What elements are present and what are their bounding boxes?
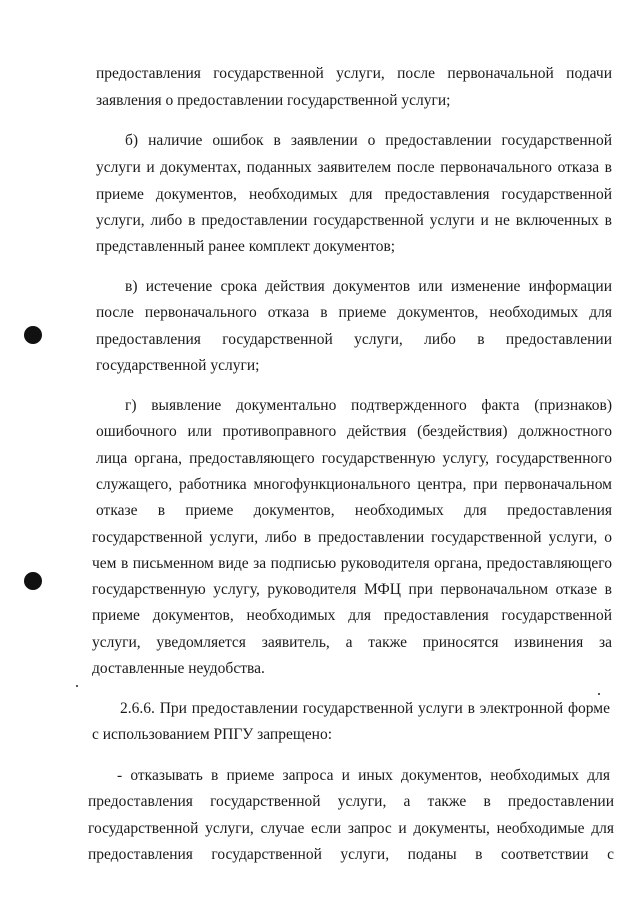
punch-hole-bottom (24, 572, 42, 590)
text-line: предоставления государственной услуги, поданы в соответствии с (88, 846, 614, 863)
text-line: заявления о предоставлении государственной услуги; (96, 92, 451, 109)
text-line: доставленные неудобства. (92, 660, 265, 677)
text-line: государственной услуги, случае если запрос и документы, необходимые для (88, 820, 614, 837)
text-line: служащего, работника многофункционального центра, при первоначальном (96, 476, 612, 493)
text-line: б) наличие ошибок в заявлении о предоставлении государственной (125, 132, 612, 149)
text-line: отказе в приеме документов, необходимых для предоставления (96, 502, 612, 519)
scan-speck (598, 693, 600, 695)
scan-speck (76, 685, 78, 687)
text-line: - отказывать в приеме запроса и иных документов, необходимых для (117, 767, 610, 784)
text-line: предоставления государственной услуги, после первоначальной подачи (96, 65, 612, 82)
text-line: представленный ранее комплект документов; (96, 238, 396, 255)
text-line: чем в письменном виде за подписью руководителя органа, предоставляющего (92, 555, 612, 572)
text-line: предоставления государственной услуги, а также в предоставлении (88, 793, 614, 810)
text-line: в) истечение срока действия документов или изменение информации (125, 278, 612, 295)
text-line: ошибочного или противоправного действия (бездействия) должностного (96, 423, 612, 440)
text-line: приеме документов, необходимых для предоставления государственной (92, 607, 612, 624)
punch-hole-top (24, 326, 42, 344)
text-line: предоставления государственной услуги, либо в предоставлении (96, 331, 612, 348)
text-line: услуги, уведомляется заявитель, а также приносятся извинения за (92, 634, 612, 651)
text-line: лица органа, предоставляющего государственную услугу, государственного (96, 450, 612, 467)
text-line: государственную услугу, руководителя МФЦ при первоначальном отказе в (92, 581, 612, 598)
text-line: с использованием РПГУ запрещено: (92, 726, 333, 743)
text-line: услуги, либо в предоставлении государственной услуги и не включенных в (96, 212, 612, 229)
text-line: г) выявление документально подтвержденного факта (признаков) (125, 397, 612, 414)
text-line: 2.6.6. При предоставлении государственной услуги в электронной форме (120, 700, 610, 717)
text-line: услуги и документах, поданных заявителем после первоначального отказа в (96, 159, 612, 176)
text-line: государственной услуги; (96, 357, 260, 374)
text-line: после первоначального отказа в приеме документов, необходимых для (96, 304, 612, 321)
text-line: государственной услуги, либо в предоставлении государственной услуги, о (92, 529, 612, 546)
text-line: приеме документов, необходимых для предоставления государственной (96, 186, 612, 203)
